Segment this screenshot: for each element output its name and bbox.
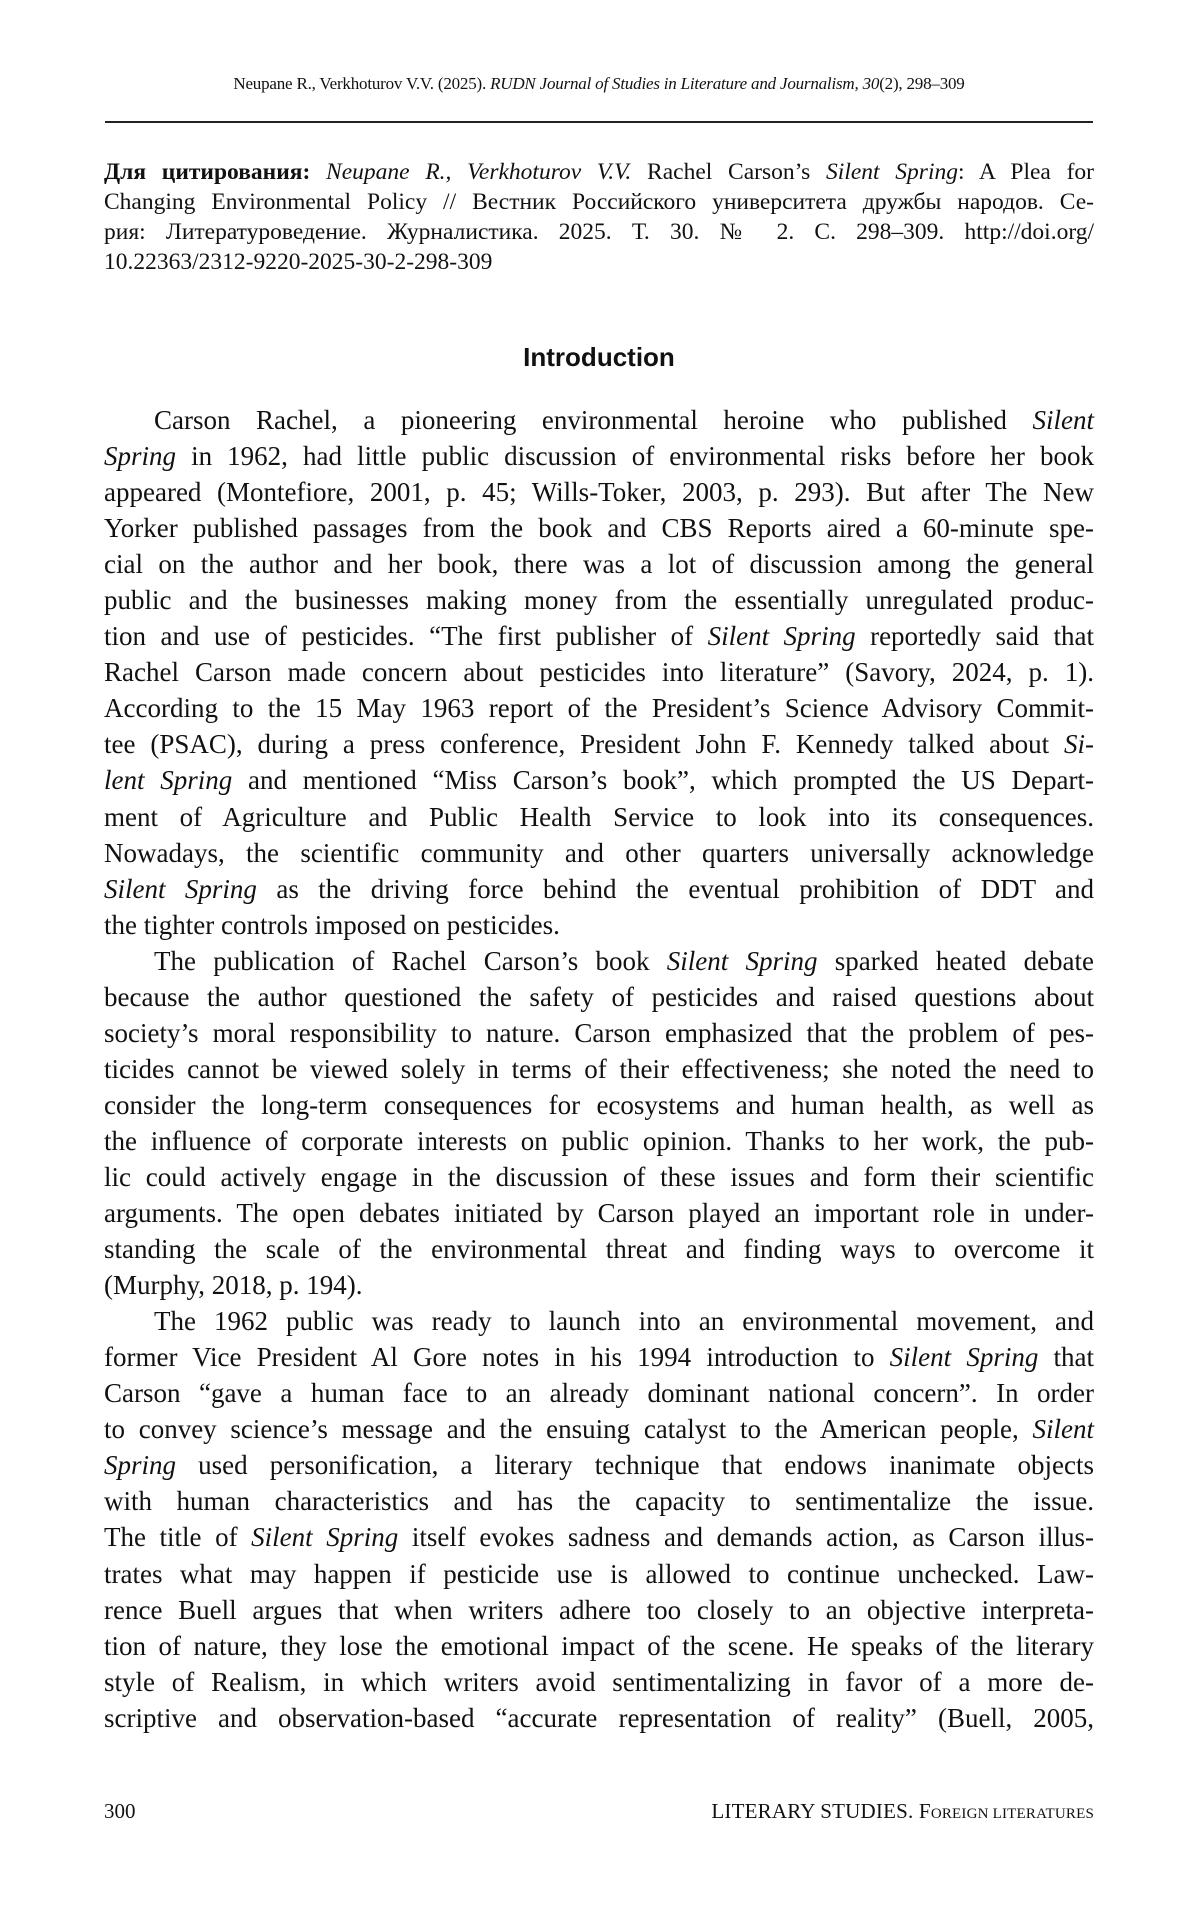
italic-text: Silent Spring	[889, 1342, 1039, 1373]
body-line	[104, 799, 1094, 835]
body-line	[104, 1087, 1094, 1123]
body-line	[104, 1159, 1094, 1195]
body-line	[104, 1123, 1094, 1159]
text-run: the influence of corporate interests on public opinion. Thanks to her work, the pub-	[104, 1125, 1094, 1156]
citation-line	[104, 157, 1094, 187]
running-header-authors: Neupane R., Verkhoturov V.V. (2025).	[233, 74, 491, 93]
text-run: The publication of Rachel Carson’s book	[154, 945, 667, 976]
body-line	[104, 546, 1094, 582]
body-line	[104, 835, 1094, 871]
body-line	[104, 1267, 1094, 1303]
text-run: in 1962, had little public discussion of environmental risks before her book	[176, 441, 1094, 472]
text-run: trates what may happen if pesticide use is allowed to continue unchecked. Law-	[104, 1558, 1094, 1589]
body-line	[104, 1483, 1094, 1519]
text-run: : A Plea for	[958, 159, 1095, 185]
italic-text: Si-	[1064, 729, 1094, 760]
text-run: Rachel Carson made concern about pesticides into literature” (Savory, 2024, p. 1).	[104, 657, 1094, 688]
body-line	[104, 871, 1094, 907]
italic-text: Silent Spring	[826, 159, 958, 185]
body-line	[104, 1411, 1094, 1447]
body-line	[104, 726, 1094, 762]
body-line	[104, 1015, 1094, 1051]
text-run: tee (PSAC), during a press conference, President John F. Kennedy talked about	[104, 729, 1064, 760]
italic-text: Silent Spring	[104, 873, 257, 904]
body-line	[104, 1556, 1094, 1592]
text-run: sparked heated debate	[817, 945, 1095, 976]
text-run: used personification, a literary technique that endows inanimate objects	[176, 1450, 1094, 1481]
italic-text: Silent Spring	[666, 945, 818, 976]
section-heading: Introduction	[523, 342, 675, 372]
text-run: рия: Литературоведение. Журналистика. 2025. Т. 30. № 2. С. 298–309. http://doi.org/	[104, 219, 1094, 245]
body-line	[104, 690, 1094, 726]
footer-section-smallcaps: OREIGN LITERATURES	[930, 1806, 1094, 1822]
italic-text: Silent	[1032, 405, 1094, 435]
page-number: 300	[104, 1799, 136, 1823]
citation-line	[104, 217, 1094, 247]
text-run: The 1962 public was ready to launch into an environmental movement, and	[154, 1306, 1094, 1337]
body-line	[104, 474, 1094, 510]
text-run: Carson Rachel, a pioneering environmental heroine who published	[154, 405, 1033, 435]
text-run: arguments. The open debates initiated by Carson played an important role in under-	[104, 1198, 1094, 1229]
text-run: reportedly said that	[855, 621, 1094, 652]
body-line	[104, 907, 1094, 943]
text-run: scriptive and observation-based “accurate representation of reality” (Buell, 2005,	[104, 1702, 1094, 1733]
text-run: According to the 15 May 1963 report of the President’s Science Advisory Commit-	[104, 693, 1094, 724]
body-line	[104, 654, 1094, 690]
italic-text: Neupane R., Verkhoturov V.V.	[326, 159, 648, 185]
citation-line	[104, 187, 1094, 217]
italic-text: Spring	[104, 1450, 177, 1481]
text-run: Rachel Carson’s	[647, 159, 827, 185]
text-run: Nowadays, the scientific community and other quarters universally acknowledge	[104, 837, 1094, 868]
text-run: society’s moral responsibility to nature. Carson emphasized that the problem of pes-	[104, 1017, 1094, 1048]
text-run: ment of Agriculture and Public Health Service to look into its consequences.	[104, 801, 1094, 832]
text-run: as the driving force behind the eventual prohibition of DDT and	[256, 873, 1094, 904]
italic-text: Spring	[104, 441, 177, 472]
text-run: lic could actively engage in the discussion of these issues and form their scientific	[104, 1161, 1094, 1192]
text-run: public and the businesses making money from the essentially unregulated produc-	[104, 585, 1094, 616]
citation-block	[104, 157, 1094, 277]
text-run: rence Buell argues that when writers adhere too closely to an objective interpreta-	[104, 1594, 1094, 1625]
footer-section-caps: LITERARY STUDIES.	[711, 1799, 919, 1823]
body-line	[104, 510, 1094, 546]
italic-text: lent Spring	[104, 765, 233, 796]
text-run: with human characteristics and has the capacity to sentimentalize the issue.	[104, 1486, 1094, 1517]
text-run: (Murphy, 2018, p. 194).	[104, 1270, 363, 1301]
running-header	[104, 73, 1094, 95]
text-run: tion of nature, they lose the emotional impact of the scene. He speaks of the literary	[104, 1630, 1094, 1661]
body-line	[104, 1303, 1094, 1339]
text-run: consider the long-term consequences for ecosystems and human health, as well as	[104, 1089, 1094, 1120]
body-line	[104, 618, 1094, 654]
text-run: The title of	[104, 1522, 252, 1553]
text-run: because the author questioned the safety of pesticides and raised questions about	[104, 981, 1094, 1012]
body-line	[104, 1628, 1094, 1664]
body-text	[104, 402, 1094, 1736]
text-run: tion and use of pesticides. “The first publisher of	[104, 621, 708, 652]
body-line	[104, 1664, 1094, 1700]
citation-label: Для цитирования:	[104, 159, 327, 185]
body-line	[104, 438, 1094, 474]
body-line	[104, 1519, 1094, 1555]
body-line	[104, 979, 1094, 1015]
body-line	[104, 1231, 1094, 1267]
body-line	[104, 582, 1094, 618]
footer-section-title	[711, 1798, 1094, 1827]
body-line	[104, 1700, 1094, 1736]
running-header-journal: RUDN Journal of Studies in Literature and Journalism, 30	[490, 74, 880, 93]
running-header-issue: (2), 298–309	[879, 74, 965, 93]
body-line	[104, 1447, 1094, 1483]
italic-text: Silent Spring	[707, 621, 856, 652]
body-line	[104, 402, 1094, 438]
body-line	[104, 1592, 1094, 1628]
text-run: style of Realism, in which writers avoid sentimentalizing in favor of a more de-	[104, 1666, 1094, 1697]
italic-text: Silent Spring	[251, 1522, 399, 1553]
text-run: and mentioned “Miss Carson’s book”, which prompted the US Depart-	[232, 765, 1095, 796]
text-run: ticides cannot be viewed solely in terms of their effectiveness; she noted the need to	[104, 1053, 1094, 1084]
text-run: Yorker published passages from the book and CBS Reports aired a 60-minute spe-	[104, 513, 1094, 544]
text-run: standing the scale of the environmental threat and finding ways to overcome it	[104, 1234, 1094, 1265]
footer-section-initial: F	[918, 1799, 931, 1823]
body-line	[104, 943, 1094, 979]
text-run: former Vice President Al Gore notes in his 1994 introduction to	[104, 1342, 890, 1373]
text-run: Changing Environmental Policy // Вестник Российского университета дружбы народов. Се-	[104, 189, 1094, 215]
text-run: the tighter controls imposed on pesticides.	[104, 909, 560, 940]
text-run: itself evokes sadness and demands action, as Carson illus-	[398, 1522, 1094, 1553]
body-line	[104, 1375, 1094, 1411]
body-line	[104, 1051, 1094, 1087]
text-run: appeared (Montefiore, 2001, p. 45; Wills-Toker, 2003, p. 293). But after The New	[104, 477, 1094, 508]
text-run: to convey science’s message and the ensuing catalyst to the American people,	[104, 1414, 1033, 1445]
body-line	[104, 1339, 1094, 1375]
italic-text: Silent	[1032, 1414, 1094, 1445]
text-run: 10.22363/2312-9220-2025-30-2-298-309	[104, 249, 493, 275]
body-line	[104, 1195, 1094, 1231]
citation-line	[104, 247, 1094, 277]
text-run: Carson “gave a human face to an already dominant national concern”. In order	[104, 1378, 1094, 1409]
text-run: that	[1038, 1342, 1094, 1373]
header-rule	[105, 121, 1093, 123]
text-run: cial on the author and her book, there was a lot of discussion among the general	[104, 549, 1094, 580]
body-line	[104, 762, 1094, 798]
